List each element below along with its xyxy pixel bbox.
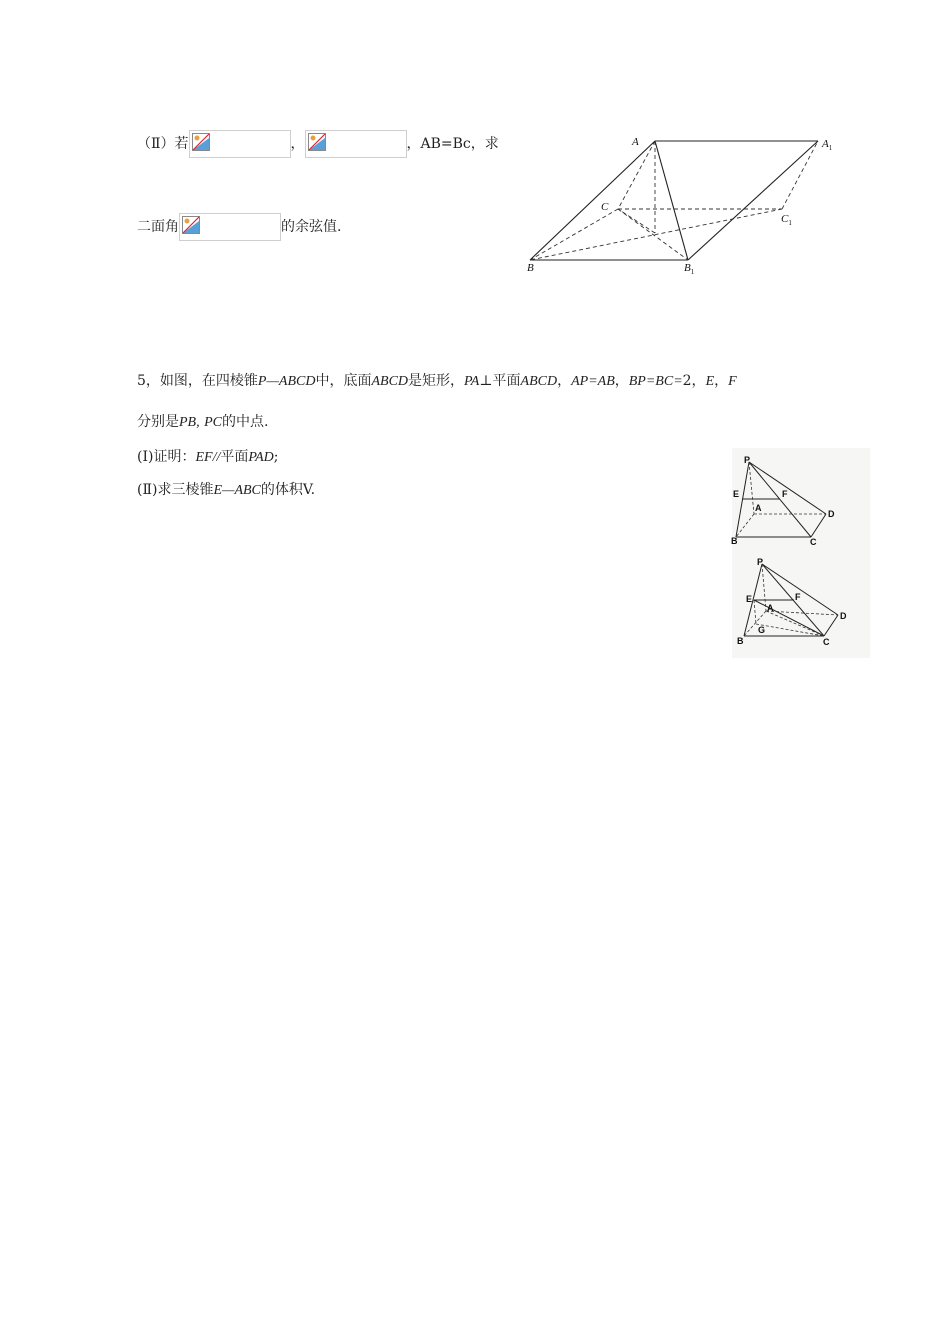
q4-line2-prefix: 二面角 [137,219,179,235]
q5-comma1: ， [557,373,572,389]
label-B: B [731,536,738,546]
q5-ef: EF// [195,450,221,465]
q5-pc: PC [204,415,222,430]
q5-f: F [728,374,737,389]
q5-part1-mid: 平面 [220,449,249,465]
label-C-2: C [823,637,830,647]
q4-comma: ， [290,136,305,152]
label-C: C [810,537,817,547]
q5-line2-b: 的中点. [221,414,269,430]
q4-part2-prefix: （Ⅱ）若 [137,136,189,152]
q4-line2 [137,213,341,241]
q5-abcd: ABCD [371,374,409,389]
label-D-2: D [840,611,847,621]
label-P-2: P [757,557,764,567]
broken-image-3 [179,213,281,241]
q5-mid1: 中，底面 [315,373,372,389]
q5-line1 [137,371,737,392]
q5-pb: PB, [179,415,200,430]
q5-e-abc: E—ABC [213,483,261,498]
prism-figure [520,130,850,280]
label-A: A [755,503,762,513]
q5-perp: ⊥平面 [479,373,521,389]
label-F-2: F [795,592,801,602]
q5-mid2: 是矩形， [408,373,465,389]
label-B1: $B_1$ [684,262,695,276]
label-A-2: A [767,603,774,613]
label-P: P [744,455,751,465]
broken-image-icon [192,133,210,151]
q5-part1-prefix: (Ⅰ)证明： [137,449,196,465]
label-C1: $C_1$ [781,213,792,227]
broken-image-1 [189,130,291,158]
q5-part2 [137,480,315,501]
label-A1: $A_1$ [822,138,833,152]
q5-ap-ab: AP=AB [571,374,615,389]
label-F: F [782,489,788,499]
q5-bp-bc: BP=BC= [628,374,683,389]
label-E-2: E [746,594,753,604]
broken-image-2 [305,130,407,158]
q5-pa: PA [464,374,480,389]
label-C: C [601,201,609,213]
q4-part2-line [137,130,499,158]
q5-part1-end: ; [273,449,279,465]
q5-p-abcd: P—ABCD [257,374,316,389]
q5-e: E [705,374,715,389]
q5-line2-a: 分别是 [137,414,179,430]
q5-part2-end: 的体积V. [260,482,316,498]
q5-pad: PAD [248,450,274,465]
label-A: A [632,136,639,148]
q5-part1 [137,447,279,468]
q5-two: 2， [682,373,706,389]
label-B-2: B [737,636,744,646]
pyramid-figures [732,448,870,658]
q5-part2-prefix: (Ⅱ)求三棱锥 [137,482,214,498]
q5-num: 5，如图，在四棱锥 [137,373,258,389]
q5-abcd2: ABCD [520,374,558,389]
label-E: E [733,489,740,499]
label-B: B [527,262,534,274]
label-D: D [828,509,835,519]
q4-cond-text: ，AB=Bc，求 [406,136,499,152]
broken-image-icon [182,216,200,234]
label-G: G [758,625,766,635]
broken-image-icon [308,133,326,151]
q5-comma2: ， [614,373,629,389]
q5-line2 [137,412,268,433]
q5-comma3: ， [714,373,729,389]
q4-line2-suffix: 的余弦值. [281,219,342,235]
